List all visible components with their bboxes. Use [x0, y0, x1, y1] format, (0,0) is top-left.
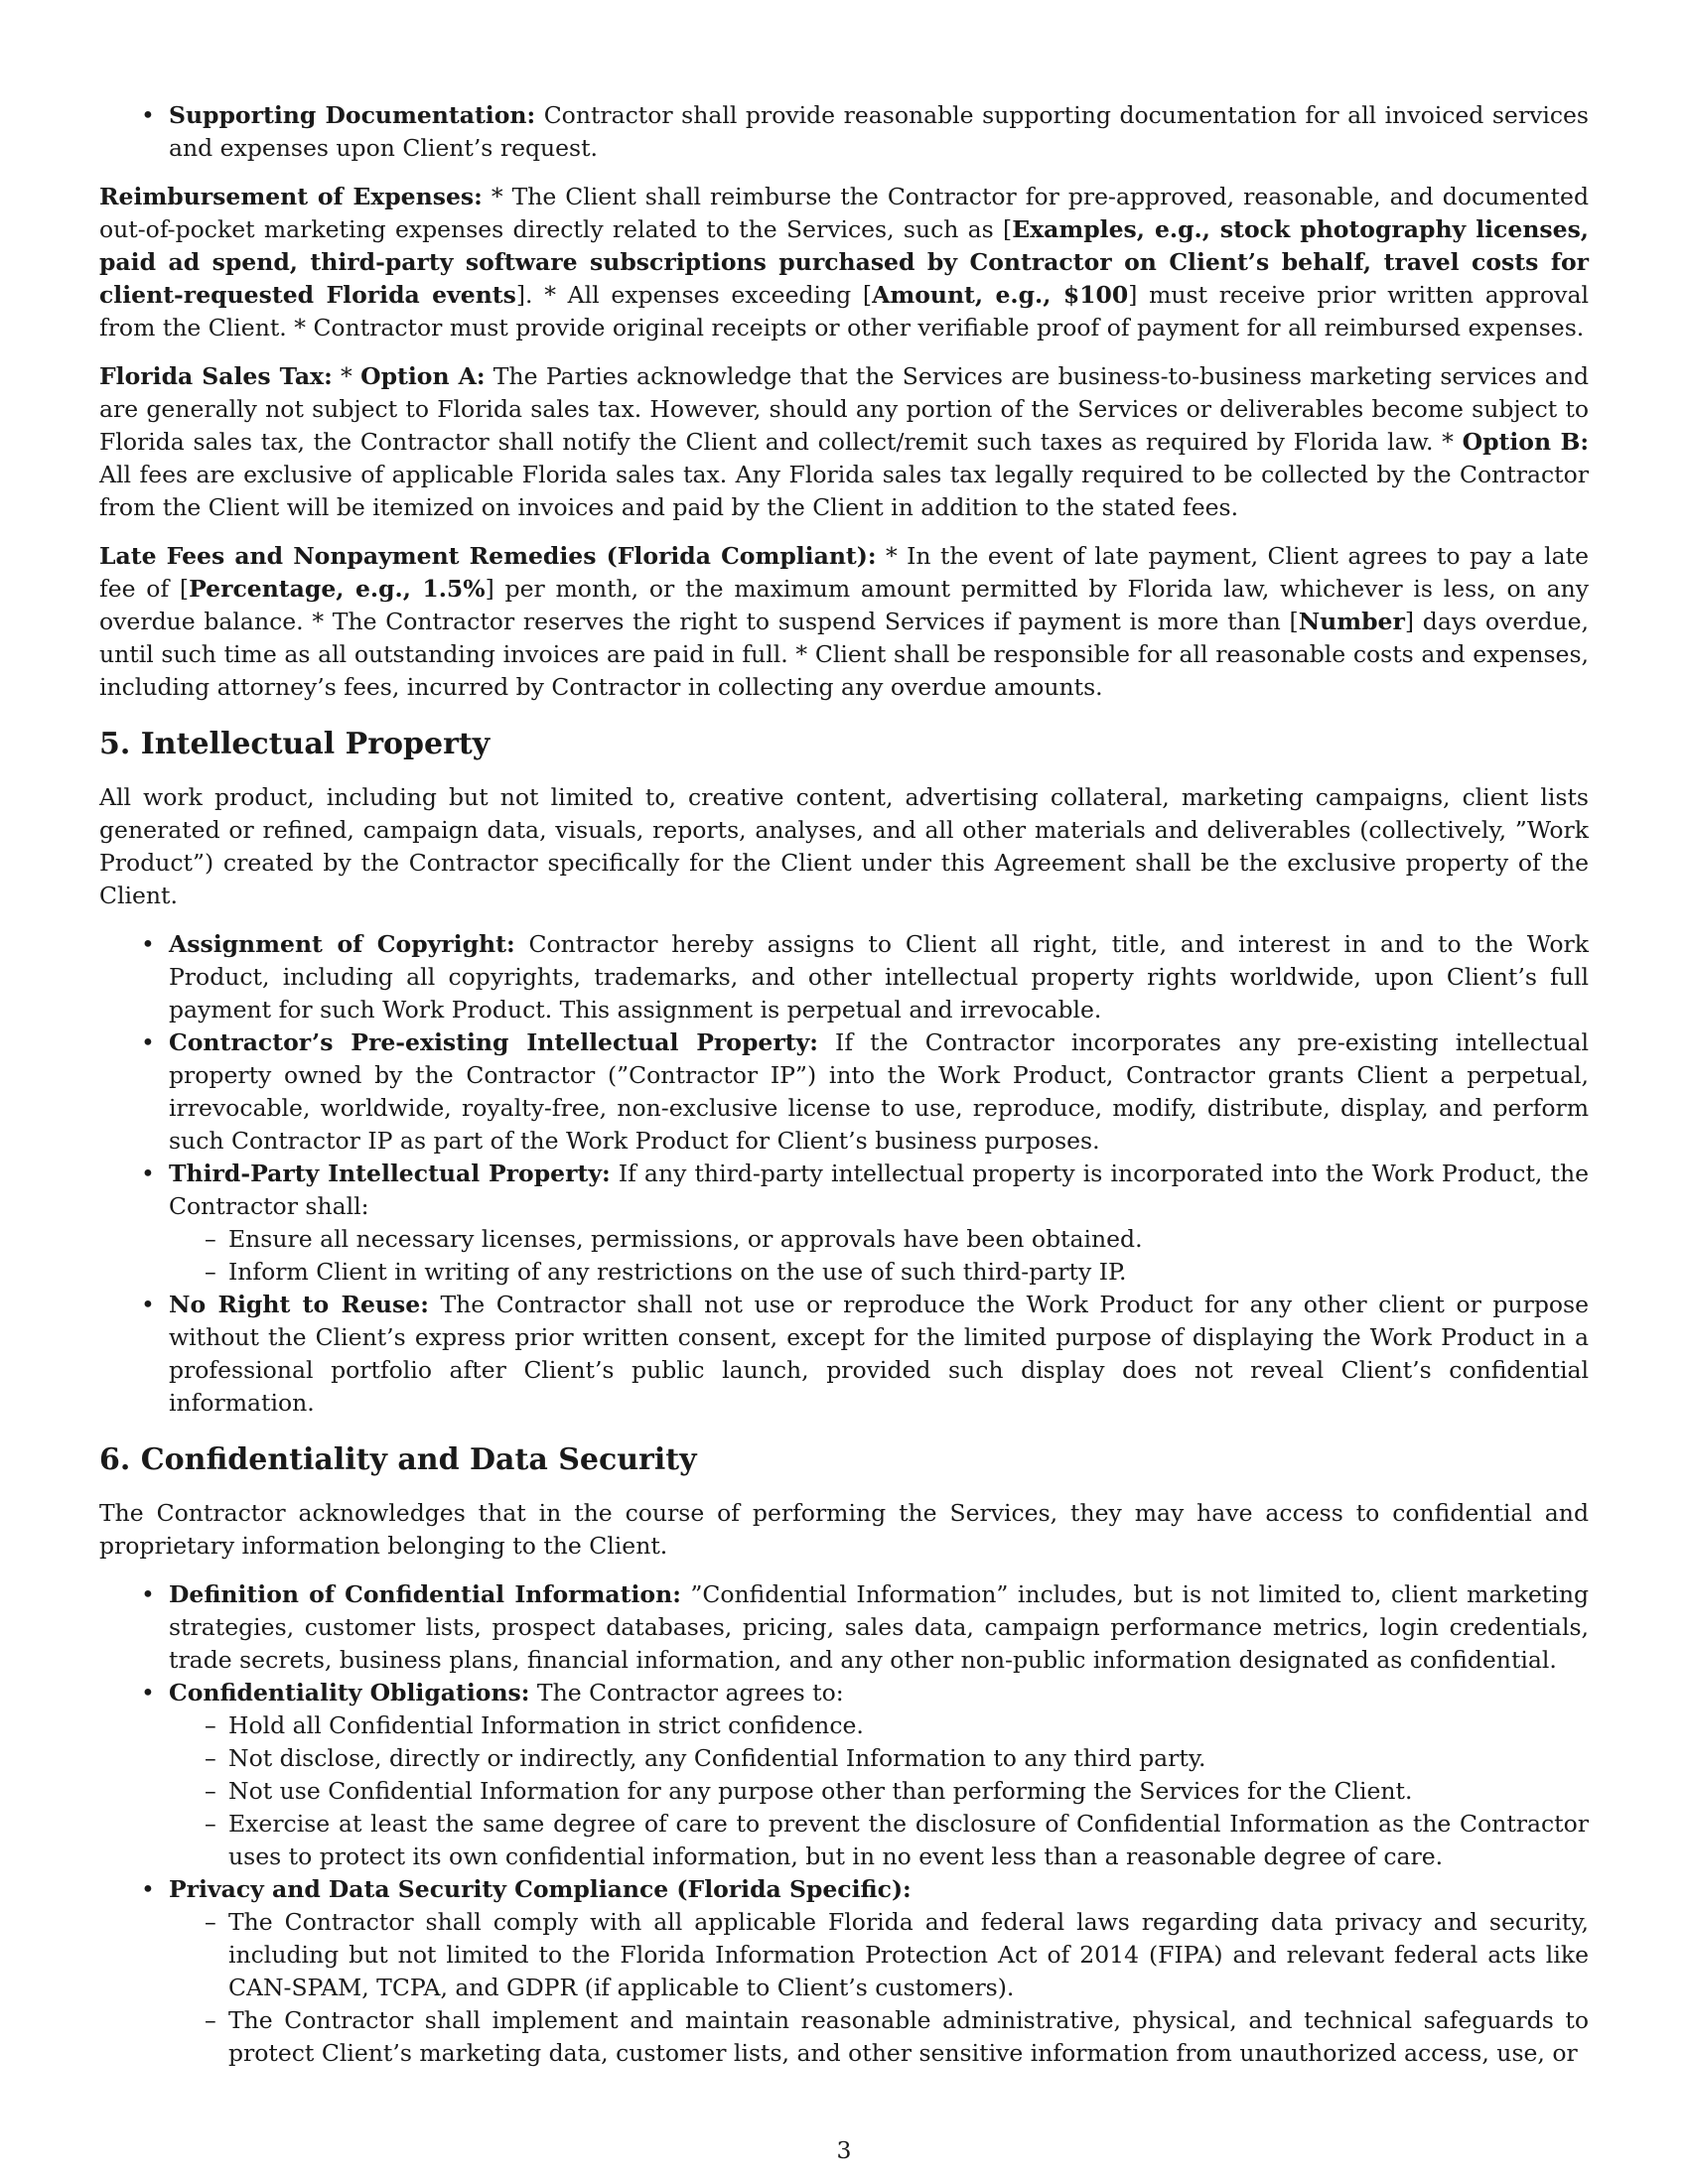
list-item: • Contractor’s Pre-existing Intellectual Property: If the Contractor incorporates any pre-existing intellectual property owned by the Contractor (”Contractor IP”) into the Work Product, Contractor grants Client a perpetual, irrevocable, worldwide, royalty-free, non-exclusive license to use, reproduce, modify, distribute, display, and perform such Contractor IP as part of the Work Product for Client’s business purposes.	[169, 1026, 1589, 1158]
list-item: • Definition of Confidential Information: ”Confidential Information” includes, but is not limited to, client marketing strategies, customer lists, prospect databases, pricing, sales data, campaign performance metrics, login credentials, trade secrets, business plans, financial information, and any other non-public information designated as confidential.	[169, 1578, 1589, 1677]
sub-list-item: – The Contractor shall implement and maintain reasonable administrative, physical, and technical safeguards to protect Client’s marketing data, customer lists, and other sensitive information from unauthorized access, use, or	[228, 2004, 1589, 2070]
list-item: • Supporting Documentation: Contractor shall provide reasonable supporting documentation for all invoiced services and expenses upon Client’s request.	[169, 99, 1589, 165]
supporting-docs-list	[99, 99, 1589, 165]
sub-list-item: – The Contractor shall comply with all applicable Florida and federal laws regarding data privacy and security, including but not limited to the Florida Information Protection Act of 2014 (FIPA) and relevant federal acts like CAN-SPAM, TCPA, and GDPR (if applicable to Client’s customers).	[228, 1906, 1589, 2004]
section-6-heading: 6. Confidentiality and Data Security	[99, 1442, 697, 1477]
sub-list	[169, 1709, 1589, 1873]
list-item: • Assignment of Copyright: Contractor hereby assigns to Client all right, title, and interest in and to the Work Product, including all copyrights, trademarks, and other intellectual property rights worldwide, upon Client’s full payment for such Work Product. This assignment is perpetual and irrevocable.	[169, 928, 1589, 1026]
sub-list-item: – Not disclose, directly or indirectly, any Confidential Information to any third party.	[228, 1742, 1589, 1775]
section-6-list	[99, 1578, 1589, 2070]
sub-list-item: – Not use Confidential Information for any purpose other than performing the Services for the Client.	[228, 1775, 1589, 1808]
list-item: • Privacy and Data Security Compliance (Florida Specific): – The Contractor shall comply with all applicable Florida and federal laws regarding data privacy and security, including but not limited to the Florida Information Protection Act of 2014 (FIPA) and relevant federal acts like CAN-SPAM, TCPA, and GDPR (if applicable to Client’s customers). – The Contractor shall implement and maintain reasonable administrative, physical, and technical safeguards to protect Client’s marketing data, customer lists, and other sensitive information from unauthorized access, use, or	[169, 1873, 1589, 2070]
list-item: • Confidentiality Obligations: The Contractor agrees to: – Hold all Confidential Information in strict confidence. – Not disclose, directly or indirectly, any Confidential Information to any third party. – Not use Confidential Information for any purpose other than performing the Services for the Client. – Exercise at least the same degree of care to prevent the disclosure of Confidential Information as the Contractor uses to protect its own confidential information, but in no event less than a reasonable degree of care.	[169, 1677, 1589, 1873]
list-item: • Third-Party Intellectual Property: If any third-party intellectual property is incorporated into the Work Product, the Contractor shall: – Ensure all necessary licenses, permissions, or approvals have been obtained. – Inform Client in writing of any restrictions on the use of such third-party IP.	[169, 1158, 1589, 1289]
sub-list	[169, 1906, 1589, 2070]
list-item: • No Right to Reuse: The Contractor shall not use or reproduce the Work Product for any other client or purpose without the Client’s express prior written consent, except for the limited purpose of displaying the Work Product in a professional portfolio after Client’s public launch, provided such display does not reveal Client’s confidential information.	[169, 1289, 1589, 1420]
sub-list-item: – Hold all Confidential Information in strict confidence.	[228, 1709, 1589, 1742]
reimbursement-paragraph: Reimbursement of Expenses: * The Client shall reimburse the Contractor for pre-approved, reasonable, and documented out-of-pocket marketing expenses directly related to the Services, such as [Examples, e.g., stock photography licenses, paid ad spend, third-party software subscriptions purchased by Contractor on Client’s behalf, travel costs for client-requested Florida events]. * All expenses exceeding [Amount, e.g., $100] must receive prior written approval from the Client. * Contractor must provide original receipts or other verifiable proof of payment for all reimbursed expenses.	[99, 183, 1589, 341]
sub-list	[169, 1223, 1589, 1289]
section-5-list	[99, 928, 1589, 1420]
late-fees-paragraph: Late Fees and Nonpayment Remedies (Florida Compliant): * In the event of late payment, Client agrees to pay a late fee of [Percentage, e.g., 1.5%] per month, or the maximum amount permitted by Florida law, whichever is less, on any overdue balance. * The Contractor reserves the right to suspend Services if payment is more than [Number] days overdue, until such time as all outstanding invoices are paid in full. * Client shall be responsible for all reasonable costs and expenses, including attorney’s fees, incurred by Contractor in collecting any overdue amounts.	[99, 542, 1589, 701]
page-number: 3	[836, 2136, 852, 2164]
sales-tax-paragraph: Florida Sales Tax: * Option A: The Parties acknowledge that the Services are business-to-business marketing services and are generally not subject to Florida sales tax. However, should any portion of the Services or deliverables become subject to Florida sales tax, the Contractor shall notify the Client and collect/remit such taxes as required by Florida law. * Option B: All fees are exclusive of applicable Florida sales tax. Any Florida sales tax legally required to be collected by the Contractor from the Client will be itemized on invoices and paid by the Client in addition to the stated fees.	[99, 362, 1589, 521]
section-5-heading: 5. Intellectual Property	[99, 727, 491, 761]
sub-list-item: – Ensure all necessary licenses, permissions, or approvals have been obtained.	[228, 1223, 1589, 1256]
section-5-intro: All work product, including but not limited to, creative content, advertising collateral, marketing campaigns, client lists generated or refined, campaign data, visuals, reports, analyses, and all other materials and deliverables (collectively, ”Work Product”) created by the Contractor specifically for the Client under this Agreement shall be the exclusive property of the Client.	[99, 783, 1589, 909]
sub-list-item: – Inform Client in writing of any restrictions on the use of such third-party IP.	[228, 1256, 1589, 1289]
section-6-intro: The Contractor acknowledges that in the course of performing the Services, they may have access to confidential and proprietary information belonging to the Client.	[99, 1499, 1589, 1560]
sub-list-item: – Exercise at least the same degree of care to prevent the disclosure of Confidential Information as the Contractor uses to protect its own confidential information, but in no event less than a reasonable degree of care.	[228, 1808, 1589, 1873]
